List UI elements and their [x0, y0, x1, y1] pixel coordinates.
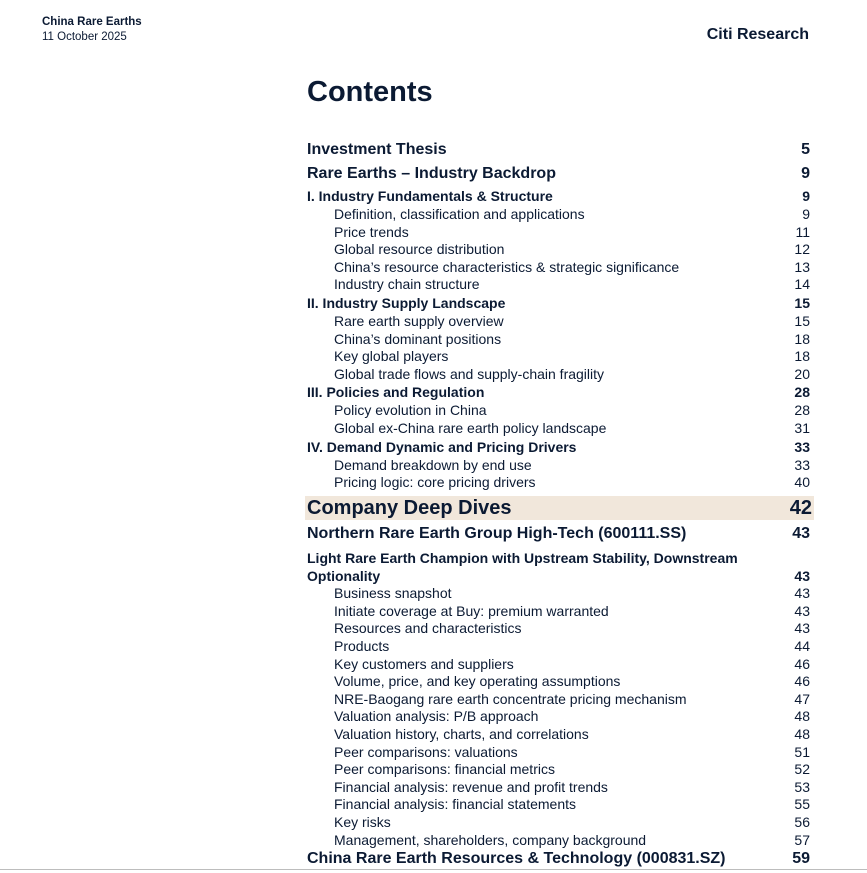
toc-entry-industry-backdrop[interactable]: Rare Earths – Industry Backdrop 9: [307, 164, 810, 182]
toc-subentry[interactable]: Peer comparisons: valuations 51: [334, 743, 810, 760]
report-date: 11 October 2025: [42, 31, 127, 43]
toc-subentry[interactable]: Management, shareholders, company background 57: [334, 831, 810, 848]
toc-entry-northern-rare-earth[interactable]: Northern Rare Earth Group High-Tech (600111.SS) 43: [307, 524, 810, 542]
toc-subentry[interactable]: Business snapshot 43: [334, 585, 810, 602]
toc-entry-supply-landscape[interactable]: II. Industry Supply Landscape 15: [307, 294, 810, 311]
toc-subentry[interactable]: Products 44: [334, 638, 810, 654]
toc-entry-industry-fundamentals[interactable]: I. Industry Fundamentals & Structure 9: [307, 188, 810, 204]
toc-subentry[interactable]: Global resource distribution 12: [334, 241, 810, 258]
toc-subentry[interactable]: Valuation analysis: P/B approach 48: [334, 708, 810, 725]
toc-subentry[interactable]: Resources and characteristics 43: [334, 620, 810, 637]
toc-subentry[interactable]: Industry chain structure 14: [334, 276, 810, 293]
page-title: Contents: [307, 76, 433, 108]
toc-entry-policies[interactable]: III. Policies and Regulation 28: [307, 384, 810, 401]
toc-entry-light-rare-earth-champion[interactable]: Light Rare Earth Champion with Upstream Stability, Downstream Optionality 43: [307, 550, 810, 584]
toc-subentry[interactable]: Volume, price, and key operating assumptions 46: [334, 673, 810, 690]
toc-subentry[interactable]: Rare earth supply overview 15: [334, 312, 810, 329]
toc-subentry[interactable]: Valuation history, charts, and correlations 48: [334, 725, 810, 742]
report-name: China Rare Earths: [42, 16, 142, 28]
toc-subentry[interactable]: Pricing logic: core pricing drivers 40: [334, 474, 810, 491]
toc-entry-demand-dynamic[interactable]: IV. Demand Dynamic and Pricing Drivers 33: [307, 438, 810, 455]
toc-subentry[interactable]: Key customers and suppliers 46: [334, 655, 810, 672]
toc-subentry[interactable]: Definition, classification and applications 9: [334, 206, 810, 222]
toc-subentry[interactable]: Peer comparisons: financial metrics 52: [334, 761, 810, 778]
toc-entry-china-rare-earth-resources[interactable]: China Rare Earth Resources & Technology (000831.SZ) 59: [307, 850, 810, 868]
toc-subentry[interactable]: Global trade flows and supply-chain fragility 20: [334, 365, 810, 382]
table-of-contents: [307, 140, 810, 873]
toc-entry-investment-thesis[interactable]: Investment Thesis 5: [307, 141, 810, 158]
toc-subentry[interactable]: Financial analysis: revenue and profit trends 53: [334, 778, 810, 795]
toc-subentry[interactable]: China’s resource characteristics & strategic significance 13: [334, 258, 810, 275]
toc-subentry[interactable]: Initiate coverage at Buy: premium warranted 43: [334, 602, 810, 619]
toc-subentry[interactable]: Demand breakdown by end use 33: [334, 456, 810, 473]
toc-subentry[interactable]: Key risks 56: [334, 813, 810, 830]
toc-subentry[interactable]: Policy evolution in China 28: [334, 402, 810, 419]
brand-name: Citi Research: [706, 26, 809, 43]
toc-section-company-deep-dives[interactable]: Company Deep Dives 42: [307, 496, 812, 519]
toc-subentry[interactable]: Price trends 11: [334, 223, 810, 240]
toc-subentry[interactable]: NRE-Baogang rare earth concentrate pricing mechanism 47: [334, 690, 810, 707]
toc-subentry[interactable]: China’s dominant positions 18: [334, 330, 810, 347]
report-header-left: [42, 15, 142, 45]
toc-subentry[interactable]: Global ex-China rare earth policy landscape 31: [334, 419, 810, 436]
toc-subentry[interactable]: Key global players 18: [334, 348, 810, 365]
toc-subentry[interactable]: Financial analysis: financial statements 55: [334, 796, 810, 813]
